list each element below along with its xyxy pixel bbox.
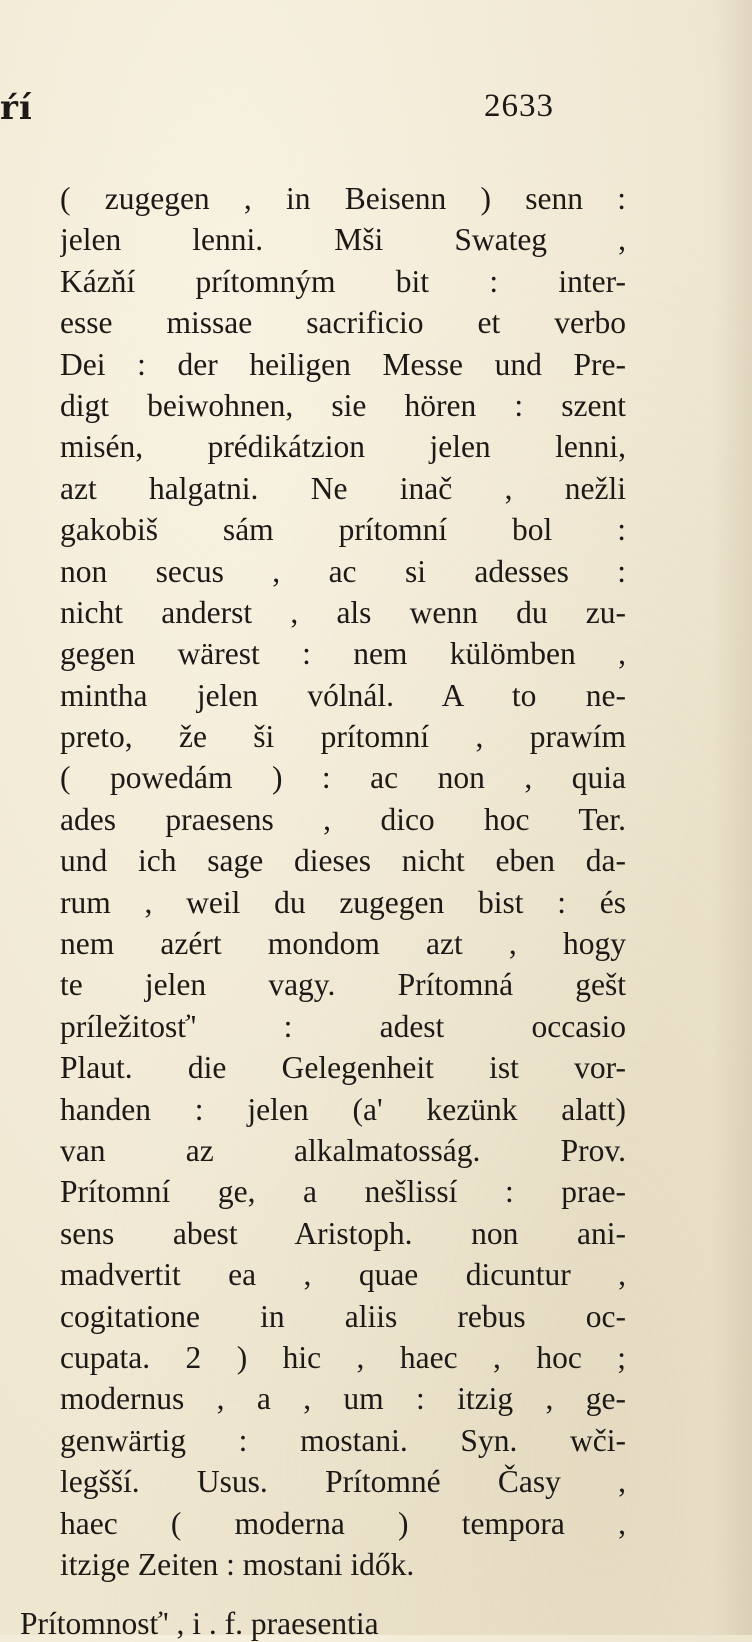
text-line: jelen lenni. Mši Swateg , (60, 222, 626, 258)
text-line: gegen wärest : nem külömben , (60, 636, 626, 672)
text-line: haec ( moderna ) tempora , (60, 1505, 626, 1541)
text-line: digt beiwohnen, sie hören : szent (60, 387, 626, 423)
page-header (0, 88, 752, 138)
text-line: nem azért mondom azt , hogy (60, 926, 626, 962)
page-edge-shadow (712, 0, 752, 1635)
text-line: Kázňí prítomným bit : inter- (60, 263, 626, 299)
text-line: azt halgatni. Ne inač , nežli (60, 470, 626, 506)
text-line: esse missae sacrificio et verbo (60, 305, 626, 341)
text-line: itzige Zeiten : mostani idők. (60, 1546, 415, 1582)
dictionary-entry (60, 178, 626, 1585)
text-line: und ich sage dieses nicht eben da- (60, 843, 626, 879)
text-line: sens abest Aristoph. non ani- (60, 1215, 626, 1251)
text-line: non secus , ac si adesses : (60, 553, 626, 589)
text-line: genwärtig : mostani. Syn. wči- (60, 1422, 626, 1458)
text-line: ades praesens , dico hoc Ter. (60, 801, 626, 837)
text-line: ( powedám ) : ac non , quia (60, 760, 626, 796)
text-line: mintha jelen vólnál. A to ne- (60, 677, 626, 713)
text-line: van az alkalmatosság. Prov. (60, 1132, 626, 1168)
text-line: legšší. Usus. Prítomné Časy , (60, 1464, 626, 1500)
text-line: handen : jelen (a' kezünk alatt) (60, 1091, 626, 1127)
text-line: preto, že ši prítomní , prawím (60, 719, 626, 755)
cut-off-line: Prítomnosť' , i . f. praesentia (20, 1606, 379, 1641)
text-line: rum , weil du zugegen bist : és (60, 884, 626, 920)
text-line: madvertit ea , quae dicuntur , (60, 1257, 626, 1293)
text-line: cupata. 2 ) hic , haec , hoc ; (60, 1339, 626, 1375)
text-line: gakobiš sám prítomní bol : (60, 512, 626, 548)
text-line: Prítomní ge, a nešlissí : prae- (60, 1174, 626, 1210)
text-line: nicht anderst , als wenn du zu- (60, 594, 626, 630)
text-line: cogitatione in aliis rebus oc- (60, 1298, 626, 1334)
running-head: ŕí (0, 88, 33, 128)
text-line: ( zugegen , in Beisenn ) senn : (60, 181, 626, 216)
text-line: Plaut. die Gelegenheit ist vor- (60, 1050, 626, 1086)
page-number: 2633 (484, 88, 554, 124)
text-line: misén, prédikátzion jelen lenni, (60, 429, 626, 465)
text-line: modernus , a , um : itzig , ge- (60, 1381, 626, 1417)
text-line: te jelen vagy. Prítomná gešt (60, 967, 626, 1003)
text-line: príležitosť' : adest occasio (60, 1008, 626, 1044)
text-line: Dei : der heiligen Messe und Pre- (60, 346, 626, 382)
